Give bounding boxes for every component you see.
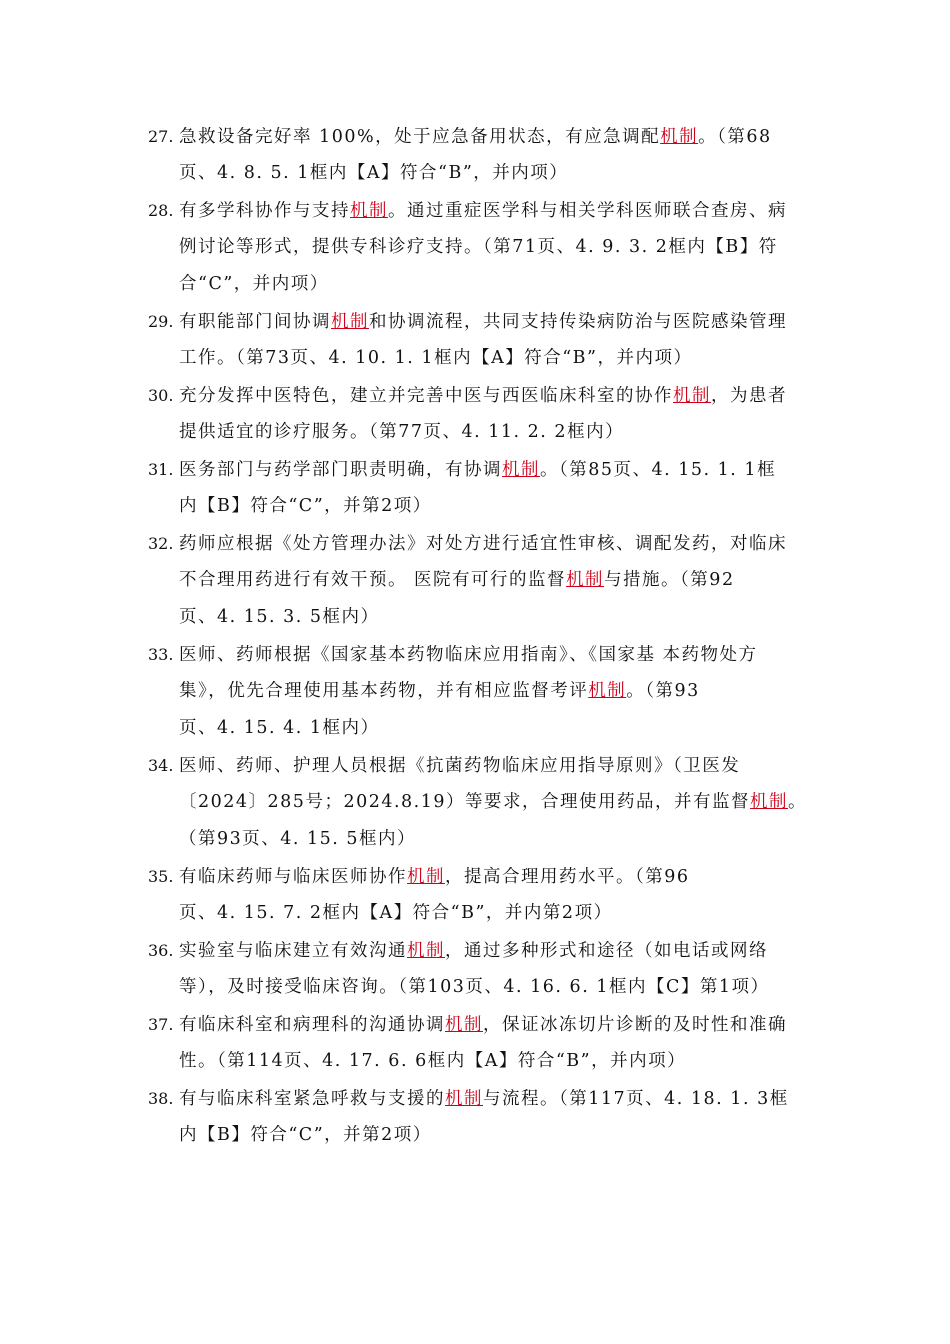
list-item [148, 1080, 808, 1154]
list-item [148, 858, 808, 932]
item-number: 34. [148, 756, 174, 775]
item-line [148, 858, 808, 895]
item-line [148, 340, 808, 377]
item-text: 有临床药师与临床医师协作 [179, 867, 407, 887]
keyword-highlight: 机制 [750, 792, 789, 812]
item-line [148, 969, 808, 1006]
item-line [148, 673, 808, 710]
item-line [148, 1043, 808, 1080]
list-item [148, 118, 808, 192]
item-line [148, 451, 808, 488]
keyword-highlight: 机制 [331, 312, 369, 332]
keyword-highlight: 机制 [660, 127, 699, 147]
list-item [148, 1006, 808, 1080]
item-line [148, 784, 808, 821]
item-text: 有多学科协作与支持 [179, 201, 350, 221]
item-line [148, 229, 808, 266]
keyword-highlight: 机制 [350, 201, 388, 221]
item-line [148, 1006, 808, 1043]
item-text: ，保证冰冻切片诊断的及时性和准确 [483, 1015, 787, 1035]
item-line [148, 562, 808, 599]
item-line [148, 414, 808, 451]
list-item [148, 747, 808, 858]
item-text: 页、4. 15. 7. 2框内【A】符合“B”，并内第2项） [179, 903, 613, 923]
item-text: 例讨论等形式，提供专科诊疗支持。（第71页、4. 9. 3. 2框内【B】符 [179, 237, 778, 257]
item-text: 。（第85页、4. 15. 1. 1框 [540, 460, 777, 480]
item-text: 内【B】符合“C”，并第2项） [179, 1125, 432, 1145]
keyword-highlight: 机制 [445, 1015, 483, 1035]
item-text: 。（第93 [626, 681, 700, 701]
list-item [148, 192, 808, 303]
keyword-highlight: 机制 [407, 867, 445, 887]
item-text: 和协调流程，共同支持传染病防治与医院感染管理 [369, 312, 787, 332]
item-text: 。 [788, 792, 808, 812]
item-line [148, 1117, 808, 1154]
item-text: 有职能部门间协调 [179, 312, 331, 332]
item-text: 页、4. 8. 5. 1框内【A】符合“B”，并内项） [179, 163, 569, 183]
item-number: 31. [148, 460, 174, 479]
list-item [148, 377, 808, 451]
item-text: 有临床科室和病理科的沟通协调 [179, 1015, 445, 1035]
item-text: 内【B】符合“C”，并第2项） [179, 496, 432, 516]
item-text: 有与临床科室紧急呼救与支援的 [179, 1089, 445, 1109]
item-line [148, 266, 808, 303]
item-text: 医师、药师根据《国家基本药物临床应用指南》、《国家基 本药物处方 [179, 645, 758, 665]
item-text: 等），及时接受临床咨询。（第103页、4. 16. 6. 1框内【C】第1项） [179, 977, 770, 997]
item-number: 38. [148, 1089, 174, 1108]
item-text: 不合理用药进行有效干预。 医院有可行的监督 [179, 570, 567, 590]
list-item [148, 636, 808, 747]
item-number: 37. [148, 1015, 174, 1034]
item-line [148, 303, 808, 340]
item-line [148, 932, 808, 969]
item-line [148, 525, 808, 562]
item-text: （第93页、4. 15. 5框内） [179, 829, 417, 849]
item-text: 合“C”，并内项） [179, 274, 329, 294]
item-number: 29. [148, 312, 174, 331]
item-line [148, 1080, 808, 1117]
list-item [148, 303, 808, 377]
item-text: 集》，优先合理使用基本药物，并有相应监督考评 [179, 681, 589, 701]
item-number: 30. [148, 386, 174, 405]
item-line [148, 895, 808, 932]
item-text: 提供适宜的诊疗服务。（第77页、4. 11. 2. 2框内） [179, 422, 625, 442]
keyword-highlight: 机制 [502, 460, 540, 480]
item-text: 。（第68 [698, 127, 772, 147]
item-line [148, 155, 808, 192]
item-number: 28. [148, 201, 174, 220]
keyword-highlight: 机制 [407, 941, 445, 961]
item-line [148, 488, 808, 525]
item-text: 与流程。（第117页、4. 18. 1. 3框 [483, 1089, 789, 1109]
item-text: 医师、药师、护理人员根据《抗菌药物临床应用指导原则》（卫医发 [179, 756, 741, 776]
item-line [148, 377, 808, 414]
item-text: 与措施。（第92 [604, 570, 735, 590]
item-text: 充分发挥中医特色，建立并完善中医与西医临床科室的协作 [179, 386, 673, 406]
item-number: 36. [148, 941, 174, 960]
item-text: 急救设备完好率 100%，处于应急备用状态，有应急调配 [179, 127, 661, 147]
list-item [148, 932, 808, 1006]
item-line [148, 599, 808, 636]
item-line [148, 747, 808, 784]
item-number: 27. [148, 127, 174, 146]
item-line [148, 821, 808, 858]
item-text: ，为患者 [711, 386, 787, 406]
item-number: 33. [148, 645, 174, 664]
item-line [148, 118, 808, 155]
item-text: 页、4. 15. 3. 5框内） [179, 607, 380, 627]
item-text: 性。（第114页、4. 17. 6. 6框内【A】符合“B”，并内项） [179, 1051, 687, 1071]
item-text: 页、4. 15. 4. 1框内） [179, 718, 380, 738]
keyword-highlight: 机制 [566, 570, 605, 590]
item-line [148, 636, 808, 673]
list-item [148, 525, 808, 636]
item-text: 。通过重症医学科与相关学科医师联合查房、病 [388, 201, 787, 221]
item-number: 32. [148, 534, 174, 553]
item-text: 〔2024〕285号；2024.8.19）等要求，合理使用药品，并有监督 [179, 792, 751, 812]
item-line [148, 710, 808, 747]
item-number: 35. [148, 867, 174, 886]
item-text: 工作。（第73页、4. 10. 1. 1框内【A】符合“B”，并内项） [179, 348, 693, 368]
keyword-highlight: 机制 [588, 681, 627, 701]
keyword-highlight: 机制 [673, 386, 711, 406]
item-text: ，通过多种形式和途径（如电话或网络 [445, 941, 768, 961]
item-text: ，提高合理用药水平。（第96 [445, 867, 690, 887]
item-text: 实验室与临床建立有效沟通 [179, 941, 407, 961]
list-item [148, 451, 808, 525]
keyword-highlight: 机制 [445, 1089, 483, 1109]
item-line [148, 192, 808, 229]
item-text: 医务部门与药学部门职责明确，有协调 [179, 460, 502, 480]
item-text: 药师应根据《处方管理办法》对处方进行适宜性审核、调配发药，对临床 [179, 534, 787, 554]
